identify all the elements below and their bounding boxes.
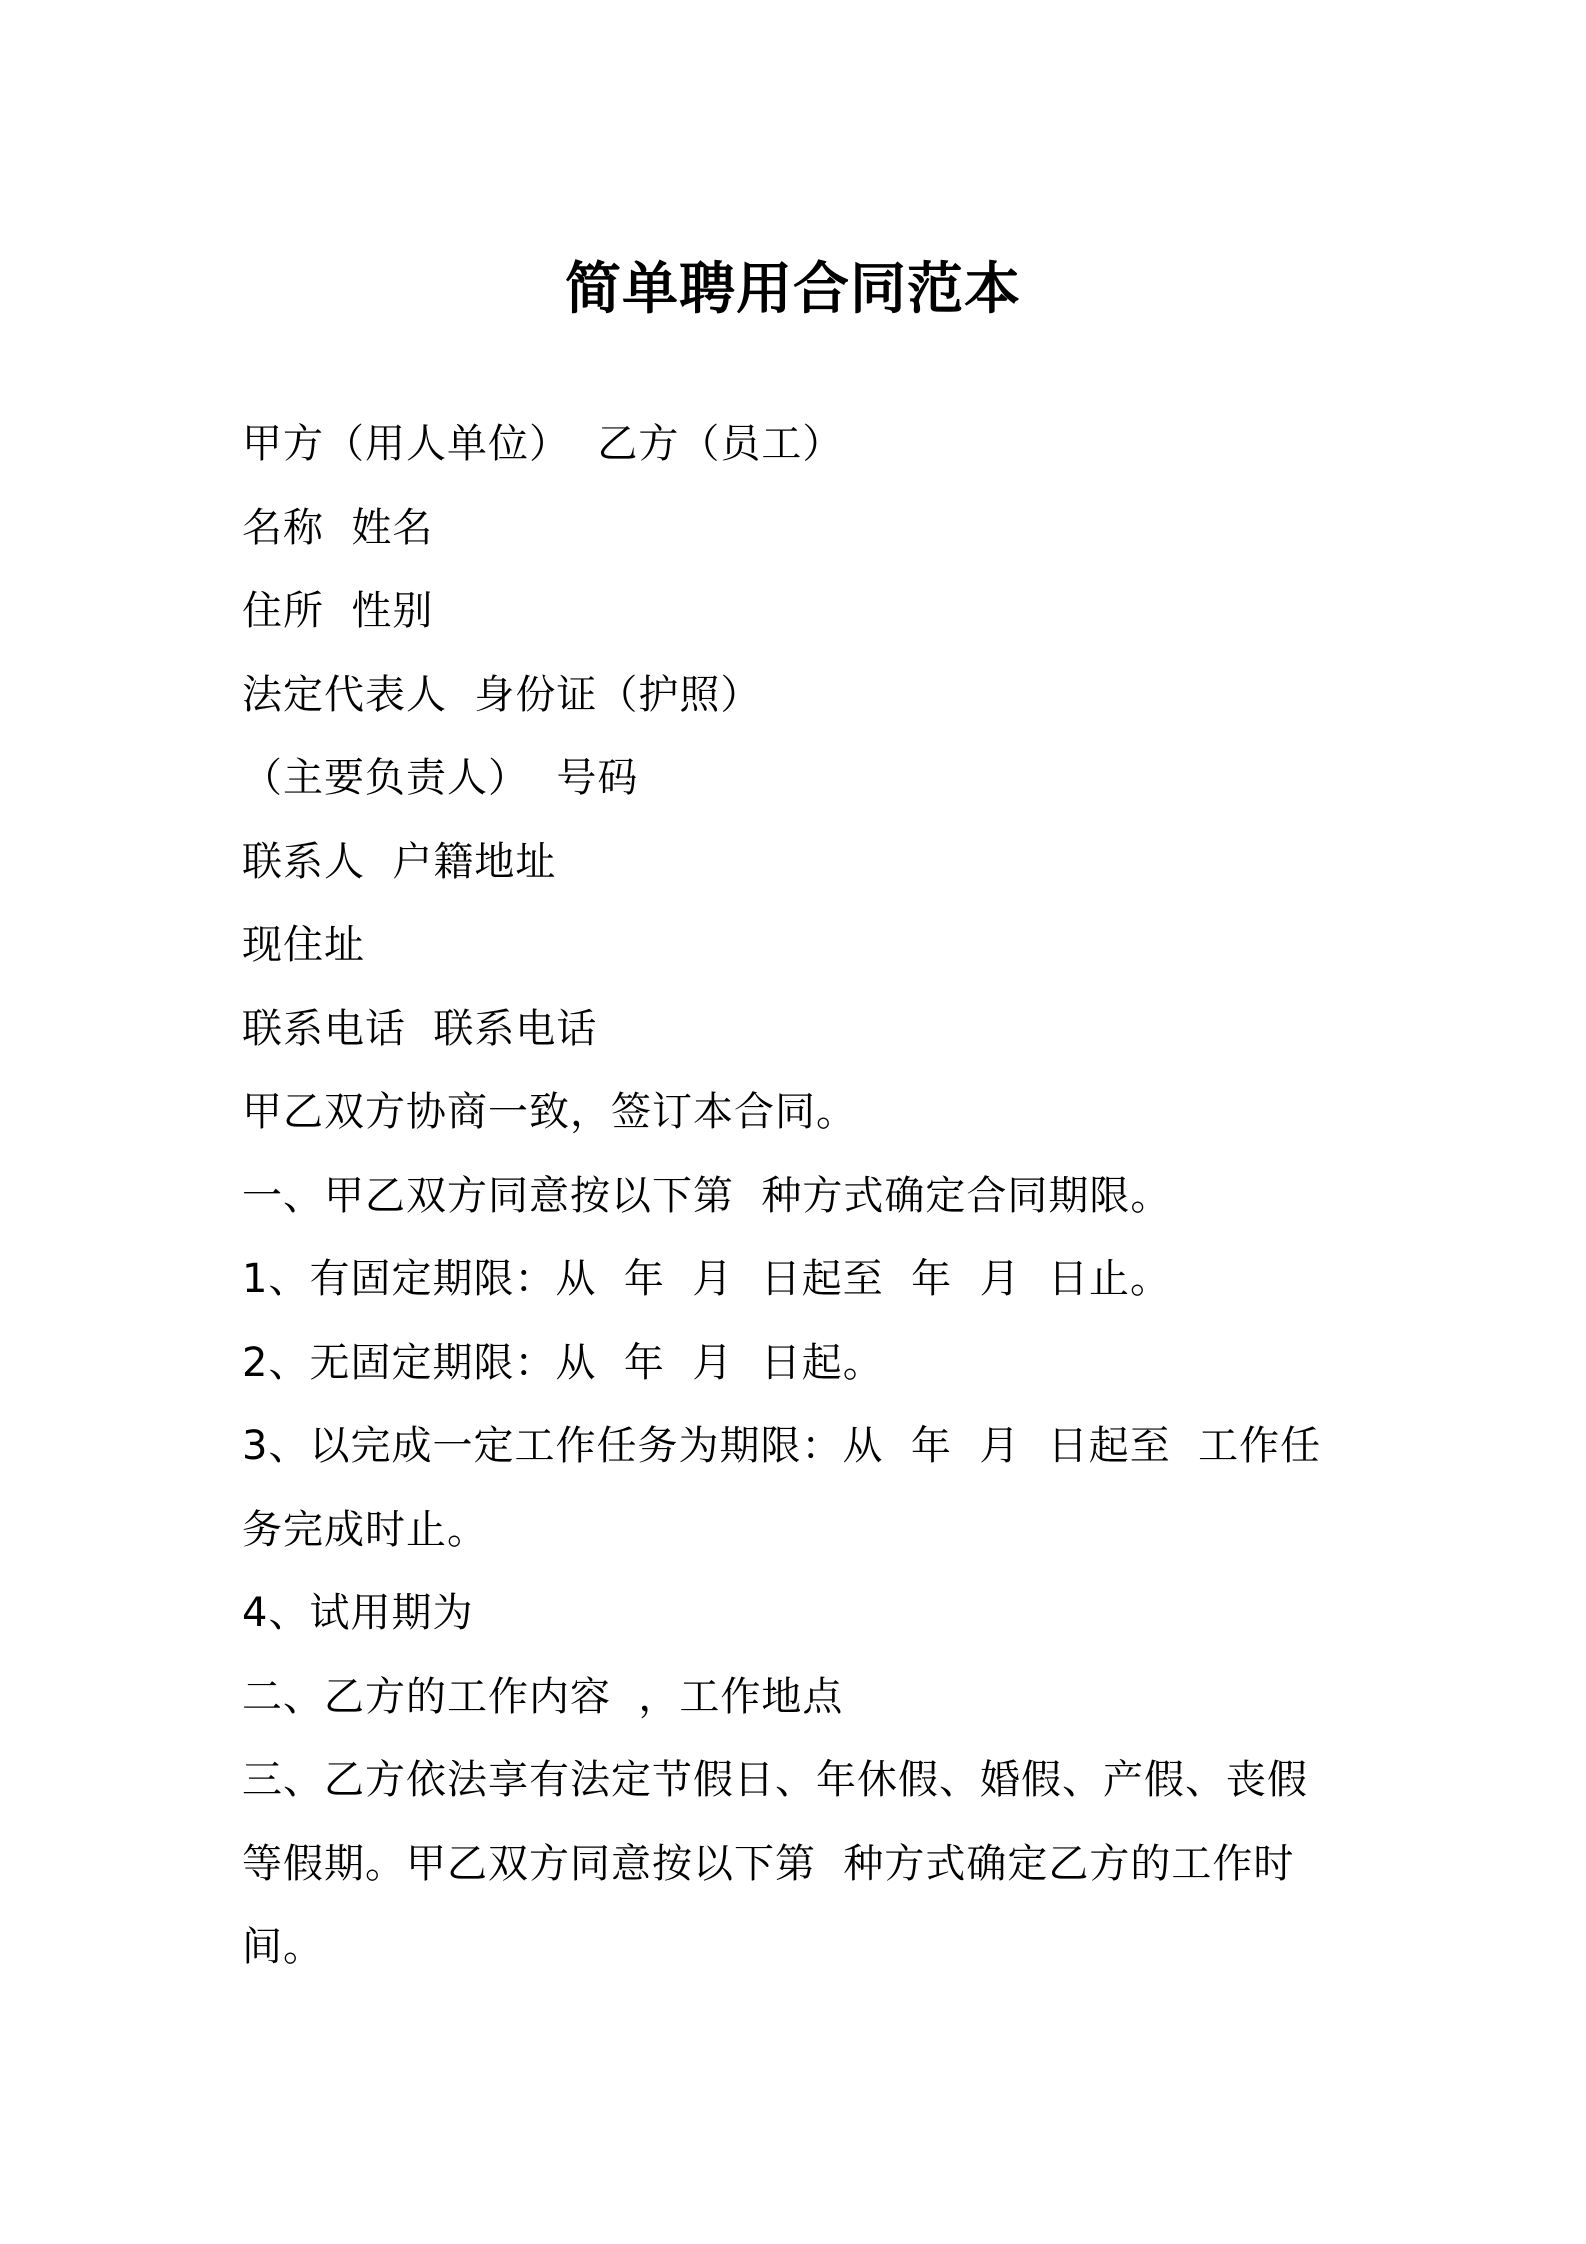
document-title: 简单聘用合同范本 bbox=[565, 257, 1021, 322]
clause-3-cont-2: 间。 bbox=[242, 1924, 324, 1970]
name-line: 名称 姓名 bbox=[242, 504, 434, 551]
clause-1-item-1: 1、有固定期限：从 年 月 日起至 年 月 日止。 bbox=[242, 1256, 1172, 1302]
principal-number-line: （主要负责人） 号码 bbox=[242, 755, 639, 801]
clause-3: 三、乙方依法享有法定节假日、年休假、婚假、产假、丧假 bbox=[242, 1757, 1308, 1803]
phone-line: 联系电话 联系电话 bbox=[242, 1005, 598, 1052]
document-body bbox=[242, 403, 1362, 1990]
agreement-line: 甲乙双方协商一致，签订本合同。 bbox=[242, 1089, 857, 1135]
current-address-line: 现住址 bbox=[242, 922, 365, 968]
clause-1-item-3: 3、以完成一定工作任务为期限：从 年 月 日起至 工作任 bbox=[242, 1423, 1322, 1469]
party-header-line: 甲方（用人单位） 乙方（员工） bbox=[242, 421, 844, 467]
clause-1-heading: 一、甲乙双方同意按以下第 种方式确定合同期限。 bbox=[242, 1172, 1172, 1219]
clause-1-item-2: 2、无固定期限：从 年 月 日起。 bbox=[242, 1339, 884, 1386]
clause-1-item-4: 4、试用期为 bbox=[242, 1590, 474, 1636]
contact-household-line: 联系人 户籍地址 bbox=[242, 838, 557, 885]
clause-2: 二、乙方的工作内容 ，工作地点 bbox=[242, 1673, 844, 1720]
clause-1-item-3-cont: 务完成时止。 bbox=[242, 1506, 488, 1553]
address-gender-line: 住所 性别 bbox=[242, 588, 434, 634]
clause-3-cont-1: 等假期。甲乙双方同意按以下第 种方式确定乙方的工作时 bbox=[242, 1840, 1295, 1887]
legal-rep-id-line: 法定代表人 身份证（护照） bbox=[242, 671, 762, 718]
